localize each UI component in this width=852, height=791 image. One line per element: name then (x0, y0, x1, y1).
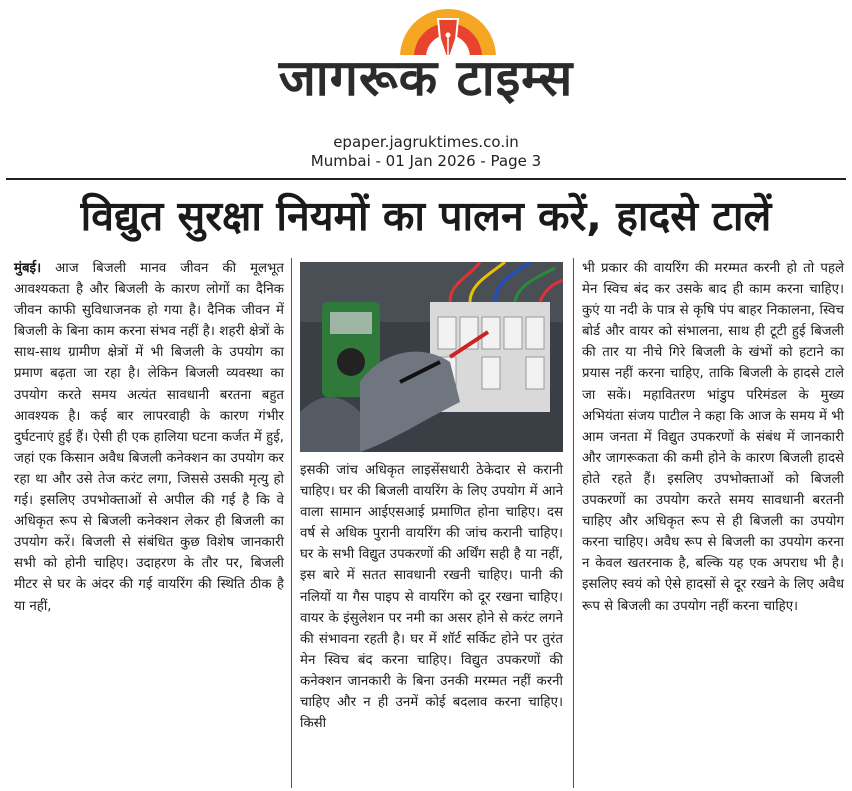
column-divider (573, 258, 574, 788)
article-column-2 (300, 460, 563, 734)
article-photo (300, 262, 563, 452)
masthead (0, 0, 852, 130)
article-column-3 (582, 258, 844, 617)
header-rule (6, 178, 846, 180)
newspaper-logo-text: जागरूक टाइम्स (278, 49, 574, 107)
electrician-testing-panel-image (300, 262, 563, 452)
article-body-part-2: इसकी जांच अधिकृत लाइसेंसधारी ठेकेदार से करानी चाहिए। घर की बिजली वायरिंग के लिए उपयोग में आने वाला सामान आईएसआई प्रमाणित होना चाहिए। दस वर्ष से अधिक पुरानी वायरिंग की जांच करानी चाहिए। घर के सभी विद्युत उपकरणों की अर्थिंग सही है या नहीं, इस बारे में सतत सावधानी रखनी चाहिए। पानी की नलियों या गैस पाइप से वायरिंग को दूर रखना चाहिए। वायर के इंसुलेशन पर नमी का असर होने से करंट लगने की संभावना रहती है। घर में शॉर्ट सर्किट होने पर तुरंत मेन स्विच बंद करना चाहिए। विद्युत उपकरणों की कनेक्शन जानकारी के बिना उनकी मरम्मत नहीं करनी चाहिए और न ही उनमें कोई बदलाव करना चाहिए। किसी (300, 463, 563, 732)
article-column-1 (14, 258, 284, 617)
article-body-part-1: आज बिजली मानव जीवन की मूलभूत आवश्यकता है और बिजली के कारण लोगों का दैनिक जीवन काफी सुविधाजनक हो गया है। दैनिक जीवन में बिजली के बिना काम करना संभव नहीं है। शहरी क्षेत्रों के साथ-साथ ग्रामीण क्षेत्रों में भी बिजली के उपयोग का प्रमाण बढ़ता जा रहा है। लेकिन बिजली व्यवस्था का उपयोग करते समय अत्यंत सावधानी बरतना बहुत आवश्यक है। कई बार लापरवाही के कारण गंभीर दुर्घटनाएं हुई हैं। ऐसी ही एक हालिया घटना कर्जत में हुई, जहां एक किसान अवैध बिजली कनेक्शन का उपयोग कर रहा था और उसे तेज करंट लगा, जिससे उसकी मृत्यु हो गई। इसलिए उपभोक्ताओं से अपील की गई है कि वे अधिकृत रूप से बिजली कनेक्शन लेकर ही बिजली का उपयोग करें। बिजली से संबंधित कुछ विशेष जानकारी सभी को होनी चाहिए। उदाहरण के तौर पर, बिजली मीटर से घर के अंदर की गई वायरिंग की स्थिति ठीक है या नहीं, (14, 261, 284, 614)
edition-info (0, 133, 852, 171)
website-url[interactable]: epaper.jagruktimes.co.in (333, 133, 519, 151)
edition-date-page: Mumbai - 01 Jan 2026 - Page 3 (310, 152, 542, 170)
article-headline: विद्युत सुरक्षा नियमों का पालन करें, हादसे टालें (80, 192, 772, 240)
article-dateline: मुंबई। (14, 261, 42, 276)
column-divider (291, 258, 292, 788)
article-body-part-3: भी प्रकार की वायरिंग की मरम्मत करनी हो तो पहले मेन स्विच बंद कर उसके बाद ही काम करना चाहिए। कुएं या नदी के पात्र से कृषि पंप बाहर निकालना, स्विच बोर्ड और वायर को संभालना, साथ ही टूटी हुई बिजली की तार या नीचे गिरे बिजली के खंभों को हटाने का प्रयास नहीं करना चाहिए, ताकि बिजली के हादसे टाले जा सकें। महावितरण भांडुप परिमंडल के मुख्य अभियंता संजय पाटील ने कहा कि आज के समय में भी आम जनता में विद्युत उपकरणों के संबंध में जानकारी और जागरूकता की कमी होने के कारण बिजली हादसे होते रहते हैं। इसलिए उपभोक्ताओं को बिजली उपकरणों का उपयोग करते समय सावधानी बरतनी चाहिए और अधिकृत रूप से ही बिजली का उपयोग करना चाहिए। अवैध रूप से बिजली का उपयोग करना न केवल खतरनाक है, बल्कि यह एक अपराध भी है। इसलिए स्वयं को ऐसे हादसों से दूर रखने के लिए अवैध रूप से बिजली का उपयोग नहीं करना चाहिए। (582, 261, 844, 614)
